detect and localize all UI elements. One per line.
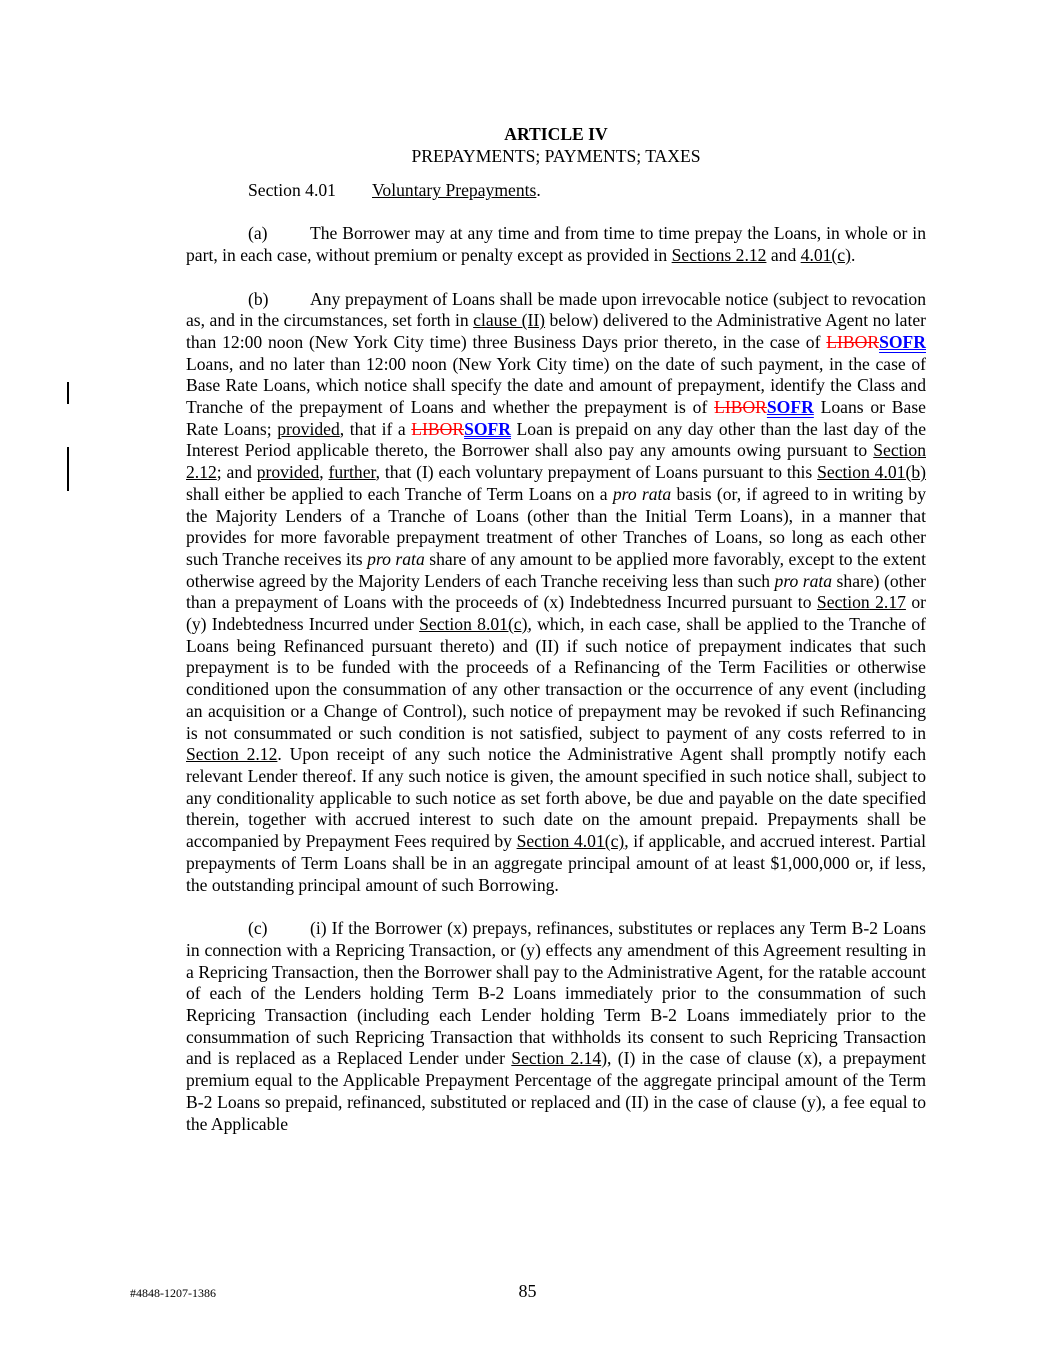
cross-reference: Section 2.12 [186,440,926,483]
cross-reference: clause (II) [473,310,546,331]
paragraph-a: (a) The Borrower may at any time and from time to time prepay the Loans, in whole or in part, in each case, without premium or penalty except as provided in Sections 2.12 and 4.01(c). [186,223,926,265]
cross-reference: Section 8.01(c) [419,614,528,635]
change-bar [67,382,69,404]
paragraph-label: (a) [248,223,268,244]
deleted-text: LIBOR [411,418,465,439]
paragraph-label: (b) [248,288,269,309]
change-bar [67,447,69,491]
deleted-text: LIBOR [714,397,767,418]
document-page [186,124,926,1135]
italic-term: pro rata [612,483,672,504]
inserted-text: SOFR [464,418,511,439]
italic-term: pro rata [774,570,833,591]
defined-term: provided [256,462,320,483]
section-title: Voluntary Prepayments [372,180,537,201]
paragraph-b: (b) Any prepayment of Loans shall be made upon irrevocable notice (subject to revocation as, and in the circumstances, set forth in clause (II) below) delivered to the Administrative Agent no later than 12:00 noon (New York City time) three Business Days prior thereto, in the case of LIBORSOFR Loans, and no later than 12:00 noon (New York City time) on the date of such payment, in the case of Base Rate Loans, which notice shall specify the date and amount of prepayment, identify the Class and Tranche of the prepayment of Loans and whether the prepayment is of LIBORSOFR Loans or Base Rate Loans; provided, that if a LIBORSOFR Loan is prepaid on any day other than the last day of the Interest Period applicable thereto, the Borrower shall also pay any amounts owing pursuant to Section 2.12; and provided, further, that (I) each voluntary prepayment of Loans pursuant to this Section 4.01(b) shall either be applied to each Tranche of Term Loans on a pro rata basis (or, if agreed to in writing by the Majority Lenders of a Tranche of Loans (other than the Initial Term Loans), in a manner that provides for more favorable prepayment treatment of other Tranches of Loans, so long as each other such Tranche receives its pro rata share of any amount to be applied more favorably, except to the extent otherwise agreed by the Majority Lenders of each Tranche receiving less than such pro rata share) (other than a prepayment of Loans with the proceeds of (x) Indebtedness Incurred pursuant to Section 2.17 or (y) Indebtedness Incurred under Section 8.01(c), which, in each case, shall be applied to the Tranche of Loans being Refinanced pursuant thereto) and (II) if such notice of prepayment indicates that such prepayment is to be funded with the proceeds of a Refinancing of the Term Facilities or otherwise conditioned upon the consummation of any other transaction or the occurrence of any event (including an acquisition or a Change of Control), such notice of prepayment may be revoked if such Refinancing is not consummated or such condition is not satisfied, subject to payment of any costs referred to in Section 2.12. Upon receipt of any such notice the Administrative Agent shall promptly notify each relevant Lender thereof. If any such notice is given, the amount specified in such notice shall, subject to any conditionality applicable to such notice as set forth above, be due and payable on the date specified therein, together with accrued interest to such date on the amount prepaid. Prepayments shall be accompanied by Prepayment Fees required by Section 4.01(c), if applicable, and accrued interest. Partial prepayments of Term Loans shall be in an aggregate principal amount of at least $1,000,000 or, if less, the outstanding principal amount of such Borrowing. [186,288,927,895]
cross-reference: Section 4.01(c) [516,831,625,852]
defined-term: provided [277,418,340,439]
section-number: Section 4.01 [248,180,336,201]
article-number: ARTICLE IV [504,124,608,144]
page-number: 85 [518,1281,537,1301]
inserted-text: SOFR [766,397,814,418]
section-heading: Section 4.01 Voluntary Prepayments. [248,180,541,201]
italic-term: pro rata [367,548,425,569]
deleted-text: LIBOR [826,331,880,352]
cross-reference: Sections 2.12 [671,244,767,265]
cross-reference: Section 2.14 [511,1048,602,1069]
paragraph-c: (c) (i) If the Borrower (x) prepays, refinances, substitutes or replaces any Term B-2 Loans in connection with a Repricing Transaction, or (y) effects any amendment of this Agreement resulting in a Repricing Transaction, then the Borrower shall pay to the Administrative Agent, for the ratable account of each of the Lenders holding Term B-2 Loans immediately prior to the consummation of such Repricing Transaction (including each Lender holding Term B-2 Loans immediately prior to the consummation of such Repricing Transaction that withholds its consent to such Repricing Transaction and is replaced as a Replaced Lender under Section 2.14), (I) in the case of clause (x), a prepayment premium equal to the Applicable Prepayment Percentage of the aggregate principal amount of the Term B-2 Loans so prepaid, refinanced, substituted or replaced and (II) in the case of clause (y), a fee equal to the Applicable [186,918,926,1134]
cross-reference: Section 2.12 [186,744,278,765]
cross-reference: 4.01(c) [800,244,851,265]
cross-reference: Section 4.01(b) [817,462,926,483]
document-id: #4848-1207-1386 [130,1286,216,1300]
inserted-text: SOFR [879,331,926,352]
cross-reference: Section 2.17 [816,592,906,613]
paragraph-label: (c) [248,918,268,939]
article-title: PREPAYMENTS; PAYMENTS; TAXES [411,145,701,166]
defined-term: further [328,462,376,483]
